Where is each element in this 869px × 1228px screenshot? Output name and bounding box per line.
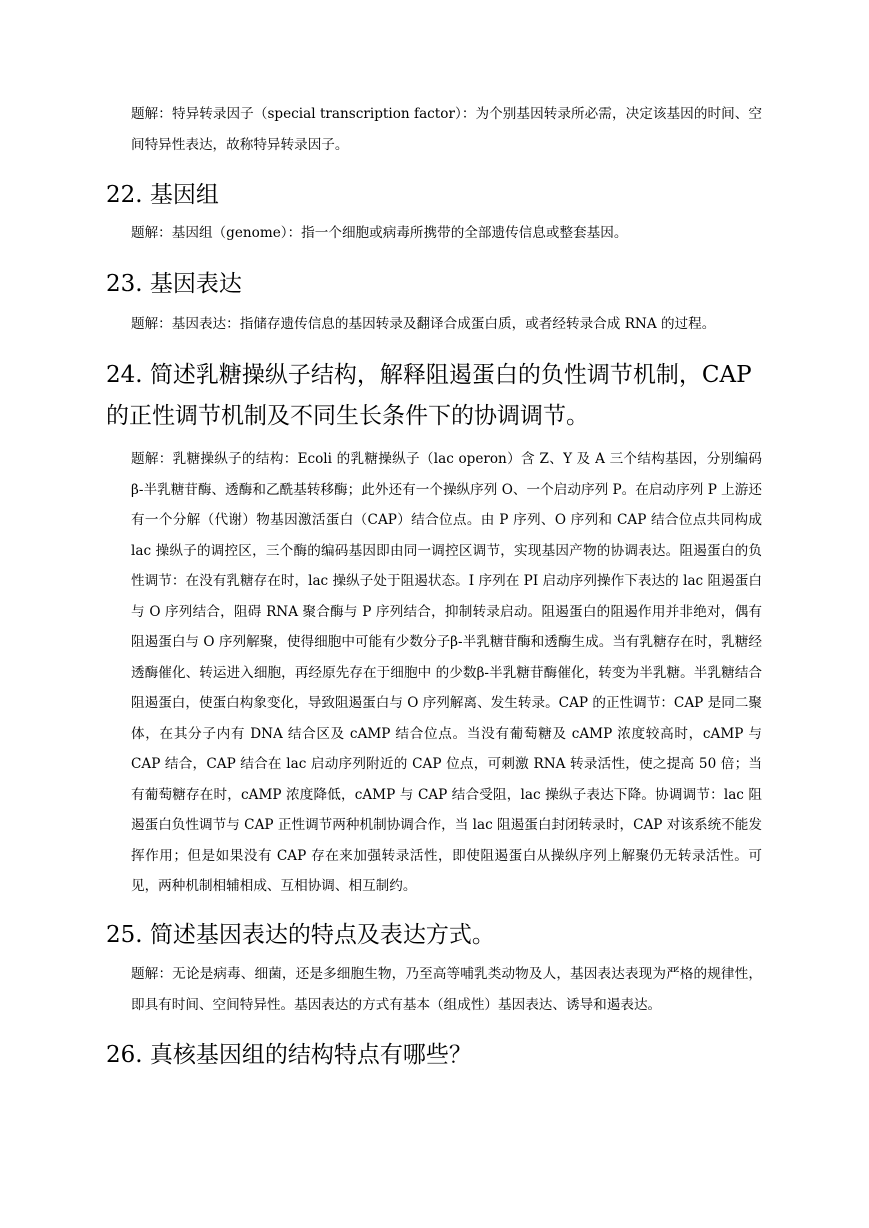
question-heading: 25. 简述基因表达的特点及表达方式。 [106,922,495,948]
answer-text: 题解：基因表达：指储存遗传信息的基因转录及翻译合成蛋白质，或者经转录合成 RNA 的过程。 [131,316,716,332]
question-heading: 23. 基因表达 [106,271,242,297]
answer-text: 题解：无论是病毒、细菌，还是多细胞生物，乃至高等哺乳类动物及人，基因表达表现为严格的规律性，即具有时间、空间特异性。基因表达的方式有基本（组成性）基因表达、诱导和遏表达。 [131,966,762,1013]
answer-text: 题解：基因组（genome）：指一个细胞或病毒所携带的全部遗传信息或整套基因。 [131,225,628,241]
answer-text: 题解：乳糖操纵子的结构：Ecoli 的乳糖操纵子（lac operon）含 Z、Y 及 A 三个结构基因，分别编码β-半乳糖苷酶、透酶和乙酰基转移酶；此外还有一个操纵序列 O、一个启动序列 P。在启动序列 P 上游还有一个分解（代谢）物基因激活蛋白（CAP）结合位点。由 P 序列、O 序列和 CAP 结合位点共同构成 lac 操纵子的调控区，三个酶的编码基因即由同一调控区调节，实现基因产物的协调表达。阻遏蛋白的负性调节：在没有乳糖存在时，lac 操纵子处于阻遏状态。I 序列在 PI 启动序列操作下表达的 lac 阻遏蛋白与 O 序列结合，阻碍 RNA 聚合酶与 P 序列结合，抑制转录启动。阻遏蛋白的阻遏作用并非绝对，偶有阻遏蛋白与 O 序列解聚，使得细胞中可能有少数分子β-半乳糖苷酶和透酶生成。当有乳糖存在时，乳糖经透酶催化、转运进入细胞，再经原先存在于细胞中 的少数β-半乳糖苷酶催化，转变为半乳糖。半乳糖结合阻遏蛋白，使蛋白构象变化，导致阻遏蛋白与 O 序列解离、发生转录。CAP 的正性调节：CAP 是同二聚体，在其分子内有 DNA 结合区及 cAMP 结合位点。当没有葡萄糖及 cAMP 浓度较高时，cAMP 与 CAP 结合，CAP 结合在 lac 启动序列附近的 CAP 位点，可刺激 RNA 转录活性，使之提高 50 倍；当有葡萄糖存在时，cAMP 浓度降低，cAMP 与 CAP 结合受阻，lac 操纵子表达下降。协调调节：lac 阻遏蛋白负性调节与 CAP 正性调节两种机制协调合作，当 lac 阻遏蛋白封闭转录时，CAP 对该系统不能发挥作用；但是如果没有 CAP 存在来加强转录活性，即使阻遏蛋白从操纵序列上解聚仍无转录活性。可见，两种机制相辅相成、互相协调、相互制约。 [131,451,762,894]
question-heading: 24. 简述乳糖操纵子结构，解释阻遏蛋白的负性调节机制，CAP 的正性调节机制及不同生长条件下的协调调节。 [106,362,752,429]
question-heading: 22. 基因组 [106,182,219,208]
question-heading: 26. 真核基因组的结构特点有哪些？ [106,1042,472,1068]
answer-text: 题解：特异转录因子（special transcription factor）：为个别基因转录所必需，决定该基因的时间、空间特异性表达，故称特异转录因子。 [131,106,762,153]
